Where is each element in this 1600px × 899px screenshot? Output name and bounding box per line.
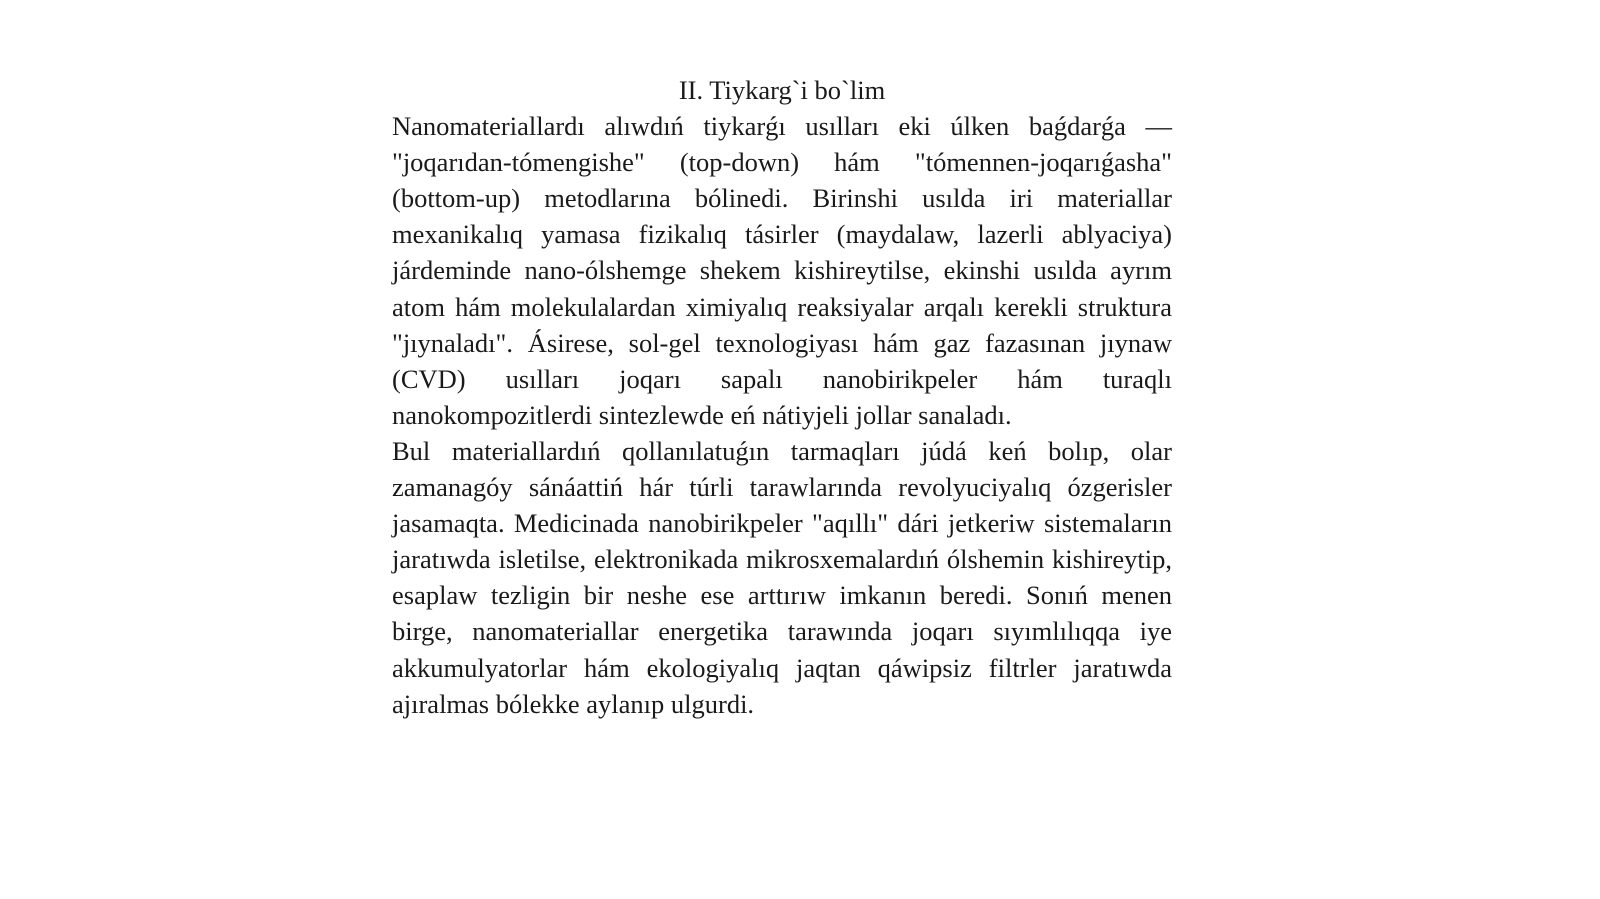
paragraph-applications: Bul materiallardıń qollanılatuǵın tarmaqları júdá keń bolıp, olar zamanagóy sánáattiń hár túrli tarawlarında revolyuciyalıq ózgerisler jasamaqta. Medicinada nanobirikpeler "aqıllı" dári jetkeriw sistemaların jaratıwda isletilse, elektronikada mikrosxemalardıń ólshemin kishireytip, esaplaw tezligin bir neshe ese arttırıw imkanın beredi. Sonıń menen birge, nanomateriallar energetika tarawında joqarı sıyımlılıqqa iye akkumulyatorlar hám ekologiyalıq jaqtan qáwipsiz filtrler jaratıwda ajıralmas bólekke aylanıp ulgurdi. — [392, 435, 1172, 719]
section-heading: II. Tiykarg`i bo`lim — [678, 75, 886, 105]
paragraph-methods: Nanomateriallardı alıwdıń tiykarǵı usılları eki úlken baǵdarǵa — "joqarıdan-tómengishe" (top-down) hám "tómennen-joqarıǵasha" (bottom-up) metodlarına bólinedi. Birinshi usılda iri materiallar mexanikalıq yamasa fizikalıq tásirler (maydalaw, lazerli ablyaciya) járdeminde nano-ólshemge shekem kishireytilse, ekinshi usılda ayrım atom hám molekulalardan ximiyalıq reaksiyalar arqalı kerekli struktura "jıynaladı". Ásirese, sol-gel texnologiyası hám gaz fazasınan jıynaw (CVD) usılları joqarı sapalı nanobirikpeler hám turaqlı nanokompozitlerdi sintezlewde eń nátiyjeli jollar sanaladı. — [392, 111, 1172, 430]
document-body — [392, 72, 1172, 722]
